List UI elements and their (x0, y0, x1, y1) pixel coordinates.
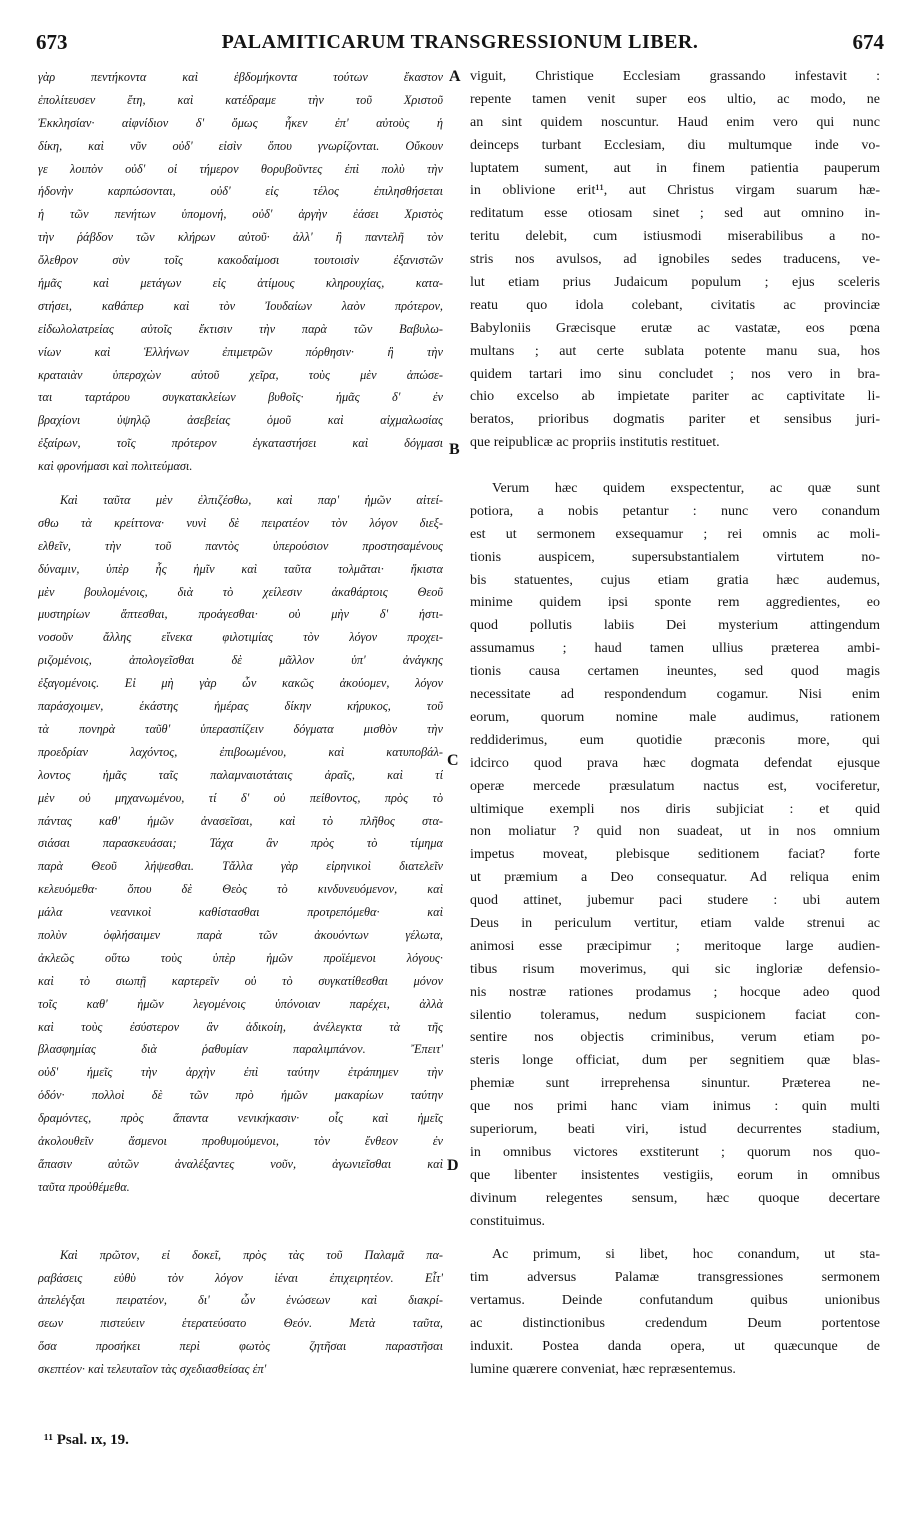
text-line: παράσχοιμεν, ἑκάστης ἡμέρας δίκην κήρυκος, τοῦ (38, 699, 443, 714)
text-line: ταῦτα προὐθέμεθα. (38, 1179, 130, 1194)
text-line: beratos, prioribus dogmatis pariter et sensibus juri- (470, 412, 880, 428)
greek-column (38, 66, 443, 1381)
text-line: constituimus. (470, 1213, 546, 1229)
text-line: deinceps turbant Ecclesiam, diu multumque inde vo- (470, 137, 880, 153)
text-line: que nos primi hanc viam inimus : quin multi (470, 1099, 880, 1115)
text-line: impetus moveat, plebisque seditionem faciat? forte (470, 847, 880, 863)
text-line: γε λοιπὸν οὐδ' οἱ τήμερον θορυβοῦντες ἐπὶ πολὺ τὴν (38, 161, 443, 176)
text-line: ἀκολουθεῖν ἄσμενοι προθυμούμενοι, τὸν ἔνθεον ἐν (38, 1133, 443, 1148)
text-line: μυστηρίων ἅπτεσθαι, προάγεσθαι· οὐ μὴν δ' ἡστι- (38, 607, 443, 622)
text-line: assumamus ; haud tamen ullius præterea ambi- (470, 641, 880, 657)
greek-paragraph (38, 1244, 443, 1381)
text-line: chio excelso ab impietate pariter ac captivitate li- (470, 389, 880, 405)
text-line: σιάσαι παρασκευάσαι; Τάχα ἂν πρὸς τὸ τίμημα (38, 836, 443, 851)
running-header (36, 30, 884, 60)
text-line: sentire nos objectis criminibus, verum etiam po- (470, 1030, 880, 1046)
latin-paragraph (470, 66, 880, 455)
text-line: est ut sermonem exsequamur ; rei omnis ac moli- (470, 526, 880, 542)
text-line: luptatem sument, aut in finem patientia pauperum (470, 160, 880, 176)
latin-paragraph (470, 1244, 880, 1381)
margin-letter-c: C (447, 752, 459, 769)
text-line: εἰδωλολατρείας αὐτοῖς ἔκτισιν τὴν παρὰ τῶν Βαβυλω- (38, 321, 443, 336)
text-line: στήσει, καθάπερ καὶ τὸν Ἰουδαίων λαὸν πρότερον, (38, 298, 443, 313)
greek-paragraph (38, 66, 443, 478)
text-line: tionis causa certamen ineuntes, sed quod magis (470, 664, 880, 680)
text-line: νοσοῦν ἄλλης εἵνεκα φιλοτιμίας τὸν λόγον προχει- (38, 630, 443, 645)
text-line: minime quidem ipsi sponte rem aggredientes, eo (470, 595, 880, 611)
text-line: πάντας καθ' ἡμῶν ἀνασεῖσαι, καὶ τὸ πλῆθος στα- (38, 813, 443, 828)
text-line: reatu quo idola colebant, civitatis ac provinciæ (470, 297, 880, 313)
text-line: μὲν βουλομένοις, διὰ τὸ χείλεσιν ἀκαθάρτοις Θεοῦ (38, 584, 443, 599)
text-line: reditatum esse otiosam sinet ; sed aut omnino in- (470, 206, 880, 222)
text-line: δίκη, καὶ νῦν οὐδ' εἰσὶν ὅπου γνωρίζονται. Οὔκουν (38, 138, 443, 153)
text-line: eorum, quorum nomine male audimus, rationem (470, 709, 880, 725)
text-line: βραχίονι ὑψηλῷ ἀσεβείας ὁμοῦ καὶ αἰχμαλωσίας (38, 413, 443, 428)
text-line: repente tamen venit super eos ultio, ac modo, ne (470, 91, 880, 107)
page-number-left: 673 (36, 30, 68, 54)
text-line: κελευόμεθα· ὅπου δὲ Θεὸς τὸ κινδυνευόμενον, καὶ (38, 882, 443, 897)
text-line: potiora, a nobis petantur : nunc vero conandum (470, 503, 880, 519)
text-line: induxit. Postea danda opera, ut quæcunque de (470, 1338, 880, 1354)
text-line: καὶ τοὺς ἐσύστερον ἂν ἀδικοίη, ἀνέλεγκτα τὰ τῆς (38, 1019, 443, 1034)
text-line: προεδρίαν λαχόντος, ἐπιβοωμένου, καὶ κατυποβάλ- (38, 744, 443, 759)
text-line: ultimique exempli nos diris subjiciat : et quid (470, 801, 880, 817)
text-line: non moliatur ? quid non suadeat, ut in nos omnium (470, 824, 880, 840)
text-line: quod pollutis labiis Dei mysterium attingendum (470, 618, 880, 634)
text-line: tibus risum moverimus, qui sic ingloriæ defensio- (470, 961, 880, 977)
text-line: κραταιὰν ὑπερσχὼν αὐτοῦ χεῖρα, τοὺς μὲν ἀπώσε- (38, 367, 443, 382)
text-line: οὐδ' ἡμεῖς τὴν ἀρχὴν ἐπὶ ταύτην ἐτράπημεν τὴν (38, 1065, 443, 1080)
margin-letter-a: A (449, 68, 461, 85)
text-line: τοῖς καθ' ἡμῶν λεγομένοις ὑπόνοιαν παρέχει, ἀλλὰ (38, 996, 443, 1011)
text-line: phemiæ sunt irreprehensa sinuntur. Præterea ne- (470, 1076, 880, 1092)
text-line: reddiderimus, eum quotidie præconis more, qui (470, 732, 880, 748)
text-line: σκεπτέον· καὶ τελευταῖον τὰς σχεδιασθείσας ἐπ' (38, 1362, 267, 1377)
text-line: necessitate ad respondendum cogamur. Nisi enim (470, 687, 880, 703)
text-line: multans ; aut certe sublata potente manu sua, hos (470, 343, 880, 359)
text-line: ται ταρτάρου συγκατακλείων βυθοῖς· ἡμᾶς δ' ἐν (38, 390, 443, 405)
text-line: bis statuentes, cujus etiam gratia hæc audemus, (470, 572, 880, 588)
page-number-right: 674 (852, 30, 884, 54)
text-line: quod attinet, jubemur paci studere : ubi autem (470, 893, 880, 909)
margin-letter-d: D (447, 1157, 459, 1174)
text-line: λοντος ἡμᾶς ταῖς παλαμναιοτάταις ἀραῖς, καὶ τί (38, 767, 443, 782)
text-line: Ac primum, si libet, hoc conandum, ut sta- (492, 1247, 880, 1263)
text-line: νίων καὶ Ἑλλήνων ἐπιμετρῶν πόρθησιν· ἢ τὴν (38, 344, 443, 359)
text-line: tionis auspicem, supersubstantialem virtutem no- (470, 549, 880, 565)
text-line: ὄλεθρον σὺν τοῖς κακοδαίμοσι τουτοισὶν ἐξανιστῶν (38, 253, 443, 268)
text-line: Deus in periculum vertitur, etiam valde strenui ac (470, 915, 880, 931)
text-line: Babyloniis Græcisque erutæ ac vastatæ, eos pœna (470, 320, 880, 336)
running-title: PALAMITICARUM TRANSGRESSIONUM LIBER. (221, 31, 699, 53)
text-line: ἅπασιν αὐτῶν ἀναλέξαντες νοῦν, ἀγωνιεῖσθαι καὶ (38, 1156, 443, 1171)
text-line: lut etiam prius Judaicum populum ; ejus sceleris (470, 275, 880, 291)
text-line: ut præmium a Deo consequatur. Ad reliqua enim (470, 870, 880, 886)
text-line: ἡ τῶν πενήτων ὑπομονή, οὐδ' ἀργὴν ἐάσει Χριστὸς (38, 207, 443, 222)
text-line: in omnibus victores exstiterunt ; quorum nos quo- (470, 1144, 880, 1160)
text-line: καὶ τὸ σιωπῇ καρτερεῖν οὐ τὸ συγκατίθεσθαι μόνον (38, 973, 443, 988)
text-line: σθω τὰ κρείττονα· νυνὶ δὲ πειρατέον τὸν λόγον διεξ- (38, 515, 443, 530)
text-line: Καὶ πρῶτον, εἰ δοκεῖ, πρὸς τὰς τοῦ Παλαμᾶ πα- (60, 1247, 443, 1262)
text-line: παρὰ Θεοῦ λήψεσθαι. Τἄλλα γὰρ εἰρηνικοὶ διατελεῖν (38, 859, 443, 874)
text-line: Καὶ ταῦτα μὲν ἐλπιζέσθω, καὶ παρ' ἡμῶν αἰτεί- (60, 493, 443, 508)
text-line: μάλα νεανικοὶ καθίστασθαι προτρεπόμεθα· καὶ (38, 905, 443, 920)
text-line: πολὺν ὀφλήσαιμεν παρὰ τῶν ἀκουόντων γέλωτα, (38, 927, 443, 942)
text-line: γὰρ πεντήκοντα καὶ ἑβδομήκοντα τούτων ἕκαστον (38, 70, 443, 84)
text-line: ριζομένοις, ἀπολογεῖσθαι δὲ μᾶλλον ὑπ' ἀνάγκης (38, 653, 443, 668)
footnote: ¹¹ Psal. ıx, 19. (44, 1432, 129, 1448)
text-line: teritu delebit, cum istiusmodi miserabilibus a no- (470, 229, 880, 245)
text-line: σεων πιστεύειν ἑτερατεύσατο Θεόν. Μετὰ ταῦτα, (38, 1316, 443, 1331)
text-line: ac distinctionibus credendum Deum portentose (470, 1316, 880, 1332)
text-line: viguit, Christique Ecclesiam grassando infestavit : (470, 69, 880, 84)
text-line: δραμόντες, πρὸς ἅπαντα νενικήκασιν· οἷς καὶ ἡμεῖς (38, 1111, 443, 1126)
margin-letter-b: B (449, 441, 460, 458)
text-line: ἀπελέγξαι πειρατέον, δι' ὧν ἑνώσεων καὶ διακρί- (38, 1293, 443, 1308)
text-line: ἐπολίτευσεν ἔτη, καὶ κατέδραμε τὴν τοῦ Χριστοῦ (38, 92, 443, 107)
text-line: quidem tartari imo sinu concludet ; nos vero in bra- (470, 366, 880, 382)
text-line: ἐξαίρων, τοῖς πρότερον ἐγκαταστήσει καὶ δόγμασι (38, 436, 443, 451)
text-line: silentio toleramus, nedum suspicionem faciat con- (470, 1007, 880, 1023)
text-line: animosi esse præcipimur ; meritoque large audien- (470, 938, 880, 954)
text-line: stris nos avulsos, ad ignobiles sedes traducens, ve- (470, 252, 880, 268)
text-line: μὲν οὐ μηχανωμένου, τί δ' οὐ πείθοντος, πρὸς τὸ (38, 790, 443, 805)
text-line: lumine quærere conveniat, hæc repræsentemus. (470, 1361, 736, 1377)
text-line: βλασφημίας διὰ ῥαθυμίαν παραλιμπάνον. Ἔπειτ' (38, 1042, 443, 1057)
text-line: divinum relegentes sensum, hæc quoque decertare (470, 1190, 880, 1206)
text-line: idcirco quod prava hæc dogmata defendat ejusque (470, 755, 880, 771)
text-line: in oblivione erit¹¹, aut Christus virgam suarum hæ- (470, 183, 880, 199)
text-line: superiorum, beati viri, istud decurrentes stadium, (470, 1121, 880, 1137)
text-line: ἐξαγομένοις. Εἰ μὴ γὰρ ὧν κακῶς ἀκούομεν, λόγον (38, 676, 443, 691)
text-line: τὰ πονηρὰ ταῦθ' ὑπερασπίζειν δόγματα μισθὸν τὴν (38, 721, 443, 736)
text-line: operæ mercede præsulatum nactus est, vociferetur, (470, 778, 880, 794)
text-line: καὶ φρονήμασι καὶ πολιτεύμασι. (38, 459, 193, 474)
text-line: steris longe officiat, dum per segnitiem quæ blas- (470, 1053, 880, 1069)
text-line: τὴν ῥάβδον τῶν κλήρων αὐτοῦ· ἀλλ' ἢ παντελῆ τὸν (38, 230, 443, 245)
text-line: an sint quidem noscuntur. Haud enim vero qui nunc (470, 114, 880, 130)
text-line: Ἐκκλησίαν· αἰφνίδιον δ' ὅμως ἧκεν ἐπ' αὐτοὺς ἡ (38, 115, 443, 130)
text-line: tim adversus Palamæ transgressiones sermonem (470, 1270, 880, 1286)
text-line: ὅσα προσήκει περὶ φωτὸς ζητῆσαι παραστῆσαι (38, 1339, 443, 1354)
text-line: nis nostræ rationes prodamus ; hocque adeo quod (470, 984, 880, 1000)
text-line: ὁδόν· πολλοὶ δὲ τῶν πρὸ ἡμῶν μακαρίων ταύτην (38, 1088, 443, 1103)
text-line: que reipublicæ ac propriis institutis restituet. (470, 435, 720, 451)
text-line: ραβάσεις εὐθὺ τὸν λόγον ἰέναι ἐπιχειρητέον. Εἶτ' (38, 1270, 443, 1285)
text-line: ελθεῖν, τὴν τοῦ παντὸς ὑπερούσιον προστησαμένους (38, 538, 443, 553)
greek-paragraph (38, 489, 443, 1199)
text-line: ἡμᾶς καὶ μετάγων εἰς ἀτίμους κληρουχίας, κατα- (38, 276, 443, 291)
text-line: vertamus. Deinde confutandum quibus unionibus (470, 1293, 880, 1309)
text-line: ἡδονὴν καρπώσονται, οὐδ' εἰς τέλος ἐπιλησθήσεται (38, 184, 443, 199)
latin-paragraph (470, 478, 880, 1233)
latin-column (470, 66, 880, 1382)
text-line: Verum hæc quidem exspectentur, ac quæ sunt (492, 481, 880, 497)
text-line: que libenter insistentes vestigiis, eorum in omnibus (470, 1167, 880, 1183)
text-line: δύναμιν, ὑπὲρ ἧς ἡμῖν καὶ ταῦτα τολμᾶται· ἥκιστα (38, 561, 443, 576)
text-line: ἀκλεῶς οὕτω τοὺς ὑπὲρ ἡμῶν προϊέμενοι λόγους· (38, 950, 443, 965)
